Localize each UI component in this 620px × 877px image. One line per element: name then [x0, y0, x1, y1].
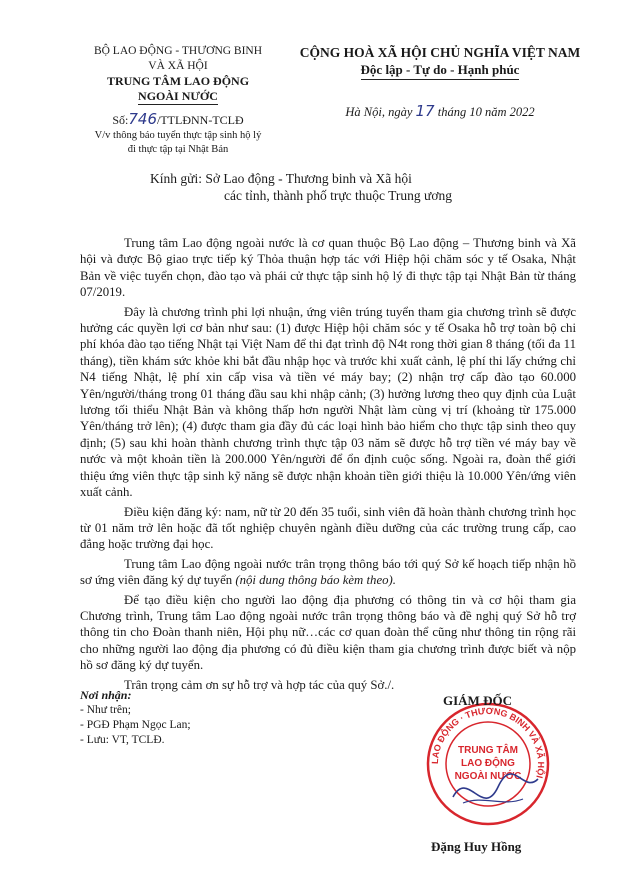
paragraph-introduction: Trung tâm Lao động ngoài nước là cơ quan thuộc Bộ Lao động – Thương binh và Xã hội và được Bộ giao trực tiếp ký Thỏa thuận hợp tác với Hiệp hội chăm sóc y tế Osaka, Nhật Bản về việc tuyển chọn, đào tạo và phái cử thực tập sinh hộ lý đi thực tập tại Nhật Bản từ tháng 07/2019.	[80, 236, 576, 300]
official-stamp-icon	[423, 699, 553, 829]
number-prefix: Số:	[112, 113, 129, 127]
salutation-line1: Kính gửi: Sở Lao động - Thương binh và Xã hội	[150, 171, 412, 186]
handwritten-number: 746	[128, 110, 157, 128]
document-number	[78, 112, 278, 128]
subject-line2: đi thực tập tại Nhật Bản	[127, 144, 229, 155]
national-motto: Độc lập - Tự do - Hạnh phúc	[361, 61, 520, 80]
signer-name: Đặng Huy Hồng	[431, 839, 522, 854]
paragraph-benefits: Đây là chương trình phi lợi nhuận, ứng viên trúng tuyển tham gia chương trình sẽ được hưởng các quyền lợi cơ bản như sau: (1) được Hiệp hội chăm sóc y tế Osaka hỗ trợ toàn bộ chi phí khóa đào tạo tiếng Nhật tại Việt Nam để thi đạt trình độ N4t rong thời gian 8 tháng (tối đa 11 tháng), tiền khám sức khỏe khi bắt đầu nhập học và trước khi xuất cảnh, lệ phí thi lấy chứng chỉ N4 tiếng Nhật, lệ phí xin cấp visa và tiền vé máy bay; (2) nhận trợ cấp đào tạo 60.000 Yên/người/tháng trong 01 tháng đầu sau khi nhập cảnh; (3) hưởng lương theo quy định của Luật lương tối thiểu Nhật Bản và không thấp hơn người Nhật làm cùng vị trí (khoảng từ 175.000 Yên/tháng trở lên); (4) được tham gia đầy đủ các loại hình bảo hiểm cho thực tập sinh theo quy định; (5) sau khi hoàn thành chương trình thực tập 03 năm sẽ được hỗ trợ tiền vé máy bay về nước và một khoản tiền là 200.000 Yên/người để ổn định cuộc sống. Ngoài ra, đoàn thể giới thiệu ứng viên thực tập sinh kỹ năng sẽ được nhận khoản tiền giới thiệu là 10.000 Yên/ứng viên xuất cảnh.	[80, 304, 576, 500]
letter-body	[80, 235, 576, 696]
salutation-line2: các tỉnh, thành phố trực thuộc Trung ương	[224, 188, 452, 203]
date-suffix: tháng 10 năm 2022	[437, 105, 535, 119]
paragraph-request: Để tạo điều kiện cho người lao động địa phương có thông tin và cơ hội tham gia Chương trình, Trung tâm Lao động ngoài nước trân trọng thông báo và đề nghị quý Sở hỗ trợ thông tin cho Đoàn thanh niên, Hội phụ nữ…các cơ quan đoàn thể cũng như thông tin rộng rãi cho những người lao động địa phương có đủ điều kiện tham gia chương trình được biết và nộp hồ sơ đăng ký dự tuyển.	[80, 592, 576, 673]
recipient-item: - PGĐ Phạm Ngọc Lan;	[80, 719, 191, 731]
paragraph-thanks: Trân trọng cảm ơn sự hỗ trợ và hợp tác của quý Sở./.	[124, 677, 395, 692]
notice-text: Trung tâm Lao động ngoài nước trân trọng thông báo tới quý Sở kế hoạch tiếp nhận hồ sơ ứng viên đăng ký dự tuyển	[80, 556, 576, 588]
ministry-name-line2: VÀ XÃ HỘI	[148, 60, 208, 72]
stamp-ring-text: LAO ĐỘNG · THƯƠNG BINH VÀ XÃ HỘI	[429, 705, 547, 780]
date-prefix: Hà Nội, ngày	[345, 105, 413, 119]
signer-role: GIÁM ĐỐC	[443, 693, 512, 708]
paragraph-eligibility: Điều kiện đăng ký: nam, nữ từ 20 đến 35 tuổi, sinh viên đã hoàn thành chương trình học từ 01 năm trở lên hoặc đã tốt nghiệp chuyên ngành điều dưỡng của các trường trung cấp, cao đẳng hoặc trường đại học.	[80, 504, 576, 552]
number-suffix: /TTLĐNN-TCLĐ	[157, 113, 244, 127]
signature-block	[395, 685, 595, 855]
center-name-line1: TRUNG TÂM LAO ĐỘNG	[106, 74, 250, 88]
issue-date	[295, 102, 585, 120]
subject-line1: V/v thông báo tuyển thực tập sinh hộ lý	[94, 130, 262, 141]
recipients-block	[80, 688, 280, 748]
recipient-item: - Như trên;	[80, 704, 131, 716]
ministry-name-line1: BỘ LAO ĐỘNG - THƯƠNG BINH	[93, 45, 263, 57]
national-header	[295, 44, 585, 120]
recipient-item: - Lưu: VT, TCLĐ.	[80, 734, 165, 746]
handwritten-day: 17	[415, 102, 435, 120]
paragraph-notice	[80, 556, 576, 589]
nation-title: CỘNG HOÀ XÃ HỘI CHỦ NGHĨA VIỆT NAM	[299, 45, 581, 60]
recipients-title: Nơi nhận:	[80, 688, 132, 702]
stamp-text-line3: NGOÀI NƯỚC	[454, 771, 522, 782]
notice-attachment-note: (nội dung thông báo kèm theo).	[235, 573, 396, 588]
center-name-line2: NGOÀI NƯỚC	[138, 89, 218, 103]
issuer-header	[78, 44, 278, 156]
stamp-text-line2: LAO ĐỘNG	[461, 758, 515, 769]
stamp-text-line1: TRUNG TÂM	[458, 745, 518, 756]
salutation	[150, 170, 570, 204]
